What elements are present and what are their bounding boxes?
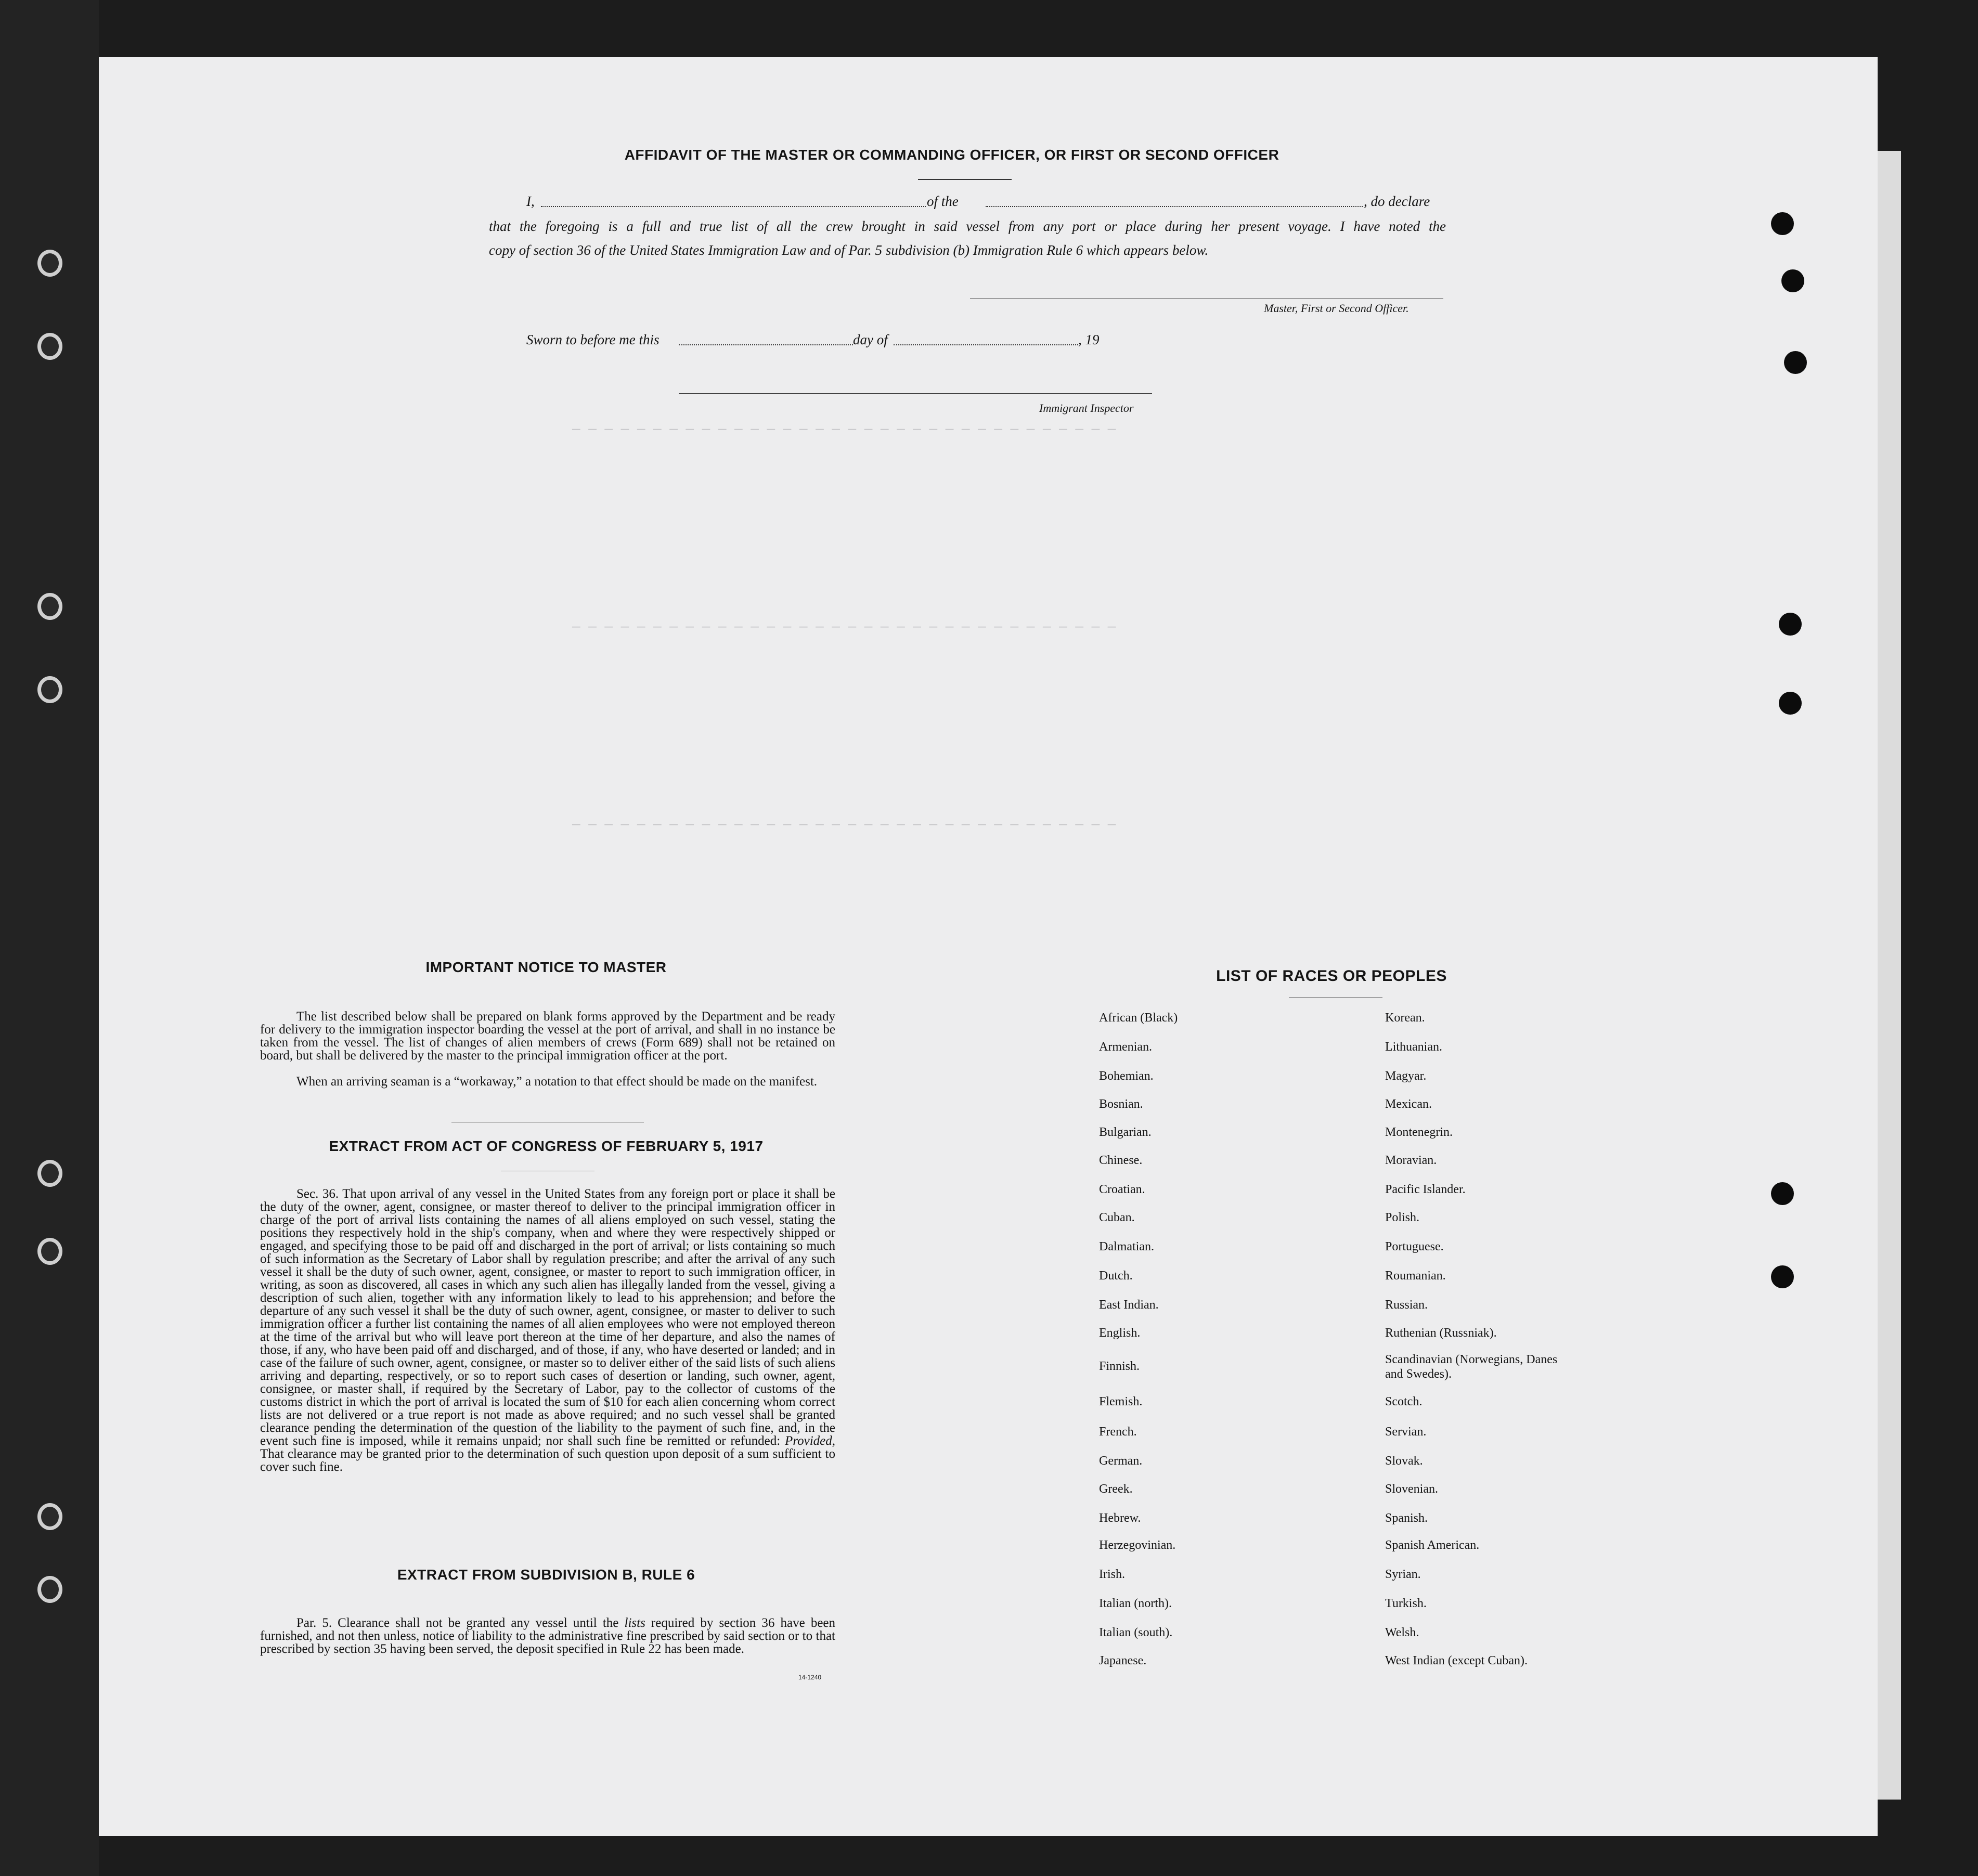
race-item: Russian. — [1385, 1298, 1428, 1312]
race-item: Lithuanian. — [1385, 1040, 1442, 1054]
punch-hole-icon — [1781, 269, 1804, 292]
ring-hole-icon — [37, 1160, 62, 1187]
title-underline — [918, 179, 1012, 180]
race-item: Armenian. — [1099, 1040, 1152, 1054]
race-item: Moravian. — [1385, 1154, 1437, 1167]
race-item: Finnish. — [1099, 1360, 1140, 1373]
affidavit-declare: , do declare — [1364, 193, 1430, 209]
ring-hole-icon — [37, 250, 62, 277]
race-item: East Indian. — [1099, 1298, 1159, 1312]
section-label: Sec. 36. — [296, 1187, 339, 1201]
punch-hole-icon — [1779, 692, 1802, 715]
notice-title: IMPORTANT NOTICE TO MASTER — [425, 959, 667, 975]
race-item: English. — [1099, 1326, 1141, 1340]
races-title: LIST OF RACES OR PEOPLES — [1216, 967, 1447, 985]
affidavit-i: I, — [526, 193, 535, 209]
rule-extract-title: EXTRACT FROM SUBDIVISION B, RULE 6 — [397, 1567, 695, 1583]
proviso-text: That clearance may be granted prior to the determination of such question upon deposit of a sum sufficient to cover such fine. — [260, 1447, 835, 1474]
section-36-text — [260, 1187, 835, 1473]
race-item: Welsh. — [1385, 1626, 1419, 1639]
race-item: Syrian. — [1385, 1568, 1421, 1581]
race-item: Flemish. — [1099, 1395, 1143, 1408]
race-item: Korean. — [1385, 1011, 1425, 1025]
race-item: Bohemian. — [1099, 1069, 1154, 1083]
sworn-day-blank[interactable] — [679, 344, 853, 345]
race-item: Magyar. — [1385, 1069, 1427, 1083]
race-item: Montenegrin. — [1385, 1125, 1453, 1139]
notice-paragraph-2: When an arriving seaman is a “workaway,” a notation to that effect should be made on the manifest. — [296, 1075, 818, 1089]
month-blank[interactable] — [894, 344, 1078, 345]
ring-hole-icon — [37, 1576, 62, 1603]
race-item: Spanish. — [1385, 1511, 1428, 1525]
race-item: Chinese. — [1099, 1154, 1143, 1167]
race-item: Irish. — [1099, 1568, 1125, 1581]
race-item: Turkish. — [1385, 1597, 1427, 1610]
race-item: Scandinavian (Norwegians, Danes and Swedes). — [1385, 1353, 1558, 1381]
punch-hole-icon — [1771, 212, 1794, 235]
race-item: Portuguese. — [1385, 1240, 1444, 1253]
affidavit-title: AFFIDAVIT OF THE MASTER OR COMMANDING OFFICER, OR FIRST OR SECOND OFFICER — [624, 147, 1279, 163]
proviso-label: Provided, — [785, 1434, 836, 1448]
ring-hole-icon — [37, 676, 62, 703]
race-item: Dalmatian. — [1099, 1240, 1154, 1253]
form-number: 14-1240 — [798, 1674, 822, 1681]
inspector-label: Immigrant Inspector — [1039, 402, 1134, 415]
day-of-text: day of — [853, 332, 888, 347]
race-item: Polish. — [1385, 1211, 1420, 1224]
race-item: French. — [1099, 1425, 1137, 1439]
race-item: Hebrew. — [1099, 1511, 1141, 1525]
affidavit-line-3: copy of section 36 of the United States Immigration Law and of Par. 5 subdivision (b) Immigration Rule 6 which appears below. — [489, 242, 1209, 258]
race-item: Spanish American. — [1385, 1538, 1480, 1552]
race-item: Bulgarian. — [1099, 1125, 1152, 1139]
race-item: Roumanian. — [1385, 1269, 1446, 1283]
year-text: , 19 — [1078, 332, 1100, 347]
race-item: Servian. — [1385, 1425, 1427, 1439]
race-item: African (Black) — [1099, 1011, 1178, 1025]
race-item: Ruthenian (Russniak). — [1385, 1326, 1497, 1340]
section-36-body: That upon arrival of any vessel in the United States from any foreign port or place it shall be the duty of the owner, agent, consignee, or master thereof to deliver to the principal immigration officer in charge of the port of arrival lists containing the names of all aliens employed on such vessel, stating the positions they respectively hold in the ship's company, when and where they were respectively shipped or engaged, and specifying those to be paid off and discharged in the port of arrival; or lists containing so much of such information as the Secretary of Labor shall by regulation prescribe; and after the arrival of any such vessel it shall be the duty of such owner, agent, consignee, or master to report to such immigration officer, in writing, as soon as discovered, all cases in which any such alien has illegally landed from the vessel, giving a description of such alien, together with any information likely to lead to his apprehension; and before the departure of any such vessel it shall be the duty of such owner, agent, consignee, or master to deliver to such immigration officer a further list containing the names of all alien employees who were not employed thereon at the time of the arrival but who will leave port thereon at the time of her departure, and also the names of those, if any, who have been paid off and discharged, and of those, if any, who have deserted or landed; and in case of the failure of such owner, agent, consignee, or master so to deliver either of the said lists of such aliens arriving and departing, respectively, or so to report such cases of desertion or landing, such owner, agent, consignee, or master shall, if required by the Secretary of Labor, pay to the collector of customs of the customs district in which the port of arrival is located the sum of $10 for each alien concerning whom correct lists are not delivered or a true report is not made as above required; and no such vessel shall be granted clearance pending the determination of the question of the liability to the payment of such fine, and, in the event such fine is imposed, while it remains unpaid; nor shall such fine be remitted or refunded: — [260, 1187, 835, 1448]
bleed-through-mark: — — — — — — — — — — — — — — — — — — — — — — — — — — — — — — — — — — — [572, 619, 1116, 635]
vessel-blank[interactable] — [986, 206, 1363, 207]
officer-label: Master, First or Second Officer. — [1264, 302, 1409, 315]
race-item: Japanese. — [1099, 1654, 1147, 1667]
race-item: Croatian. — [1099, 1183, 1145, 1196]
name-blank[interactable] — [541, 206, 926, 207]
rule-6-body-b: required by section 36 have been furnished, and not then unless, notice of liability to the administrative fine prescribed by said section or to that prescribed by section 35 having been served, the deposit specified in Rule 22 has been made. — [260, 1616, 836, 1656]
ring-hole-icon — [37, 1503, 62, 1530]
sworn-text: Sworn to before me this — [526, 332, 660, 347]
affidavit-line-2: that the foregoing is a full and true list of all the crew brought in said vessel from any port or place during her present voyage. I have noted the — [489, 218, 1446, 234]
rule-6-body-a: Par. 5. Clearance shall not be granted any vessel until the — [296, 1616, 619, 1630]
inspector-signature-line[interactable] — [679, 393, 1152, 394]
act-extract-title: EXTRACT FROM ACT OF CONGRESS OF FEBRUARY 5, 1917 — [329, 1138, 764, 1154]
punch-hole-icon — [1771, 1265, 1794, 1288]
lists-word: lists — [624, 1616, 645, 1630]
race-item: German. — [1099, 1454, 1143, 1468]
punch-hole-icon — [1771, 1182, 1794, 1205]
race-item: Italian (south). — [1099, 1626, 1173, 1639]
race-item: Pacific Islander. — [1385, 1183, 1466, 1196]
rule-6-text — [260, 1616, 835, 1655]
race-item: Greek. — [1099, 1482, 1133, 1496]
race-item: Slovak. — [1385, 1454, 1423, 1468]
race-item: Bosnian. — [1099, 1097, 1143, 1111]
bleed-through-mark: — — — — — — — — — — — — — — — — — — — — — — — — — — — — — — — — — — — [572, 421, 1116, 437]
race-item: Italian (north). — [1099, 1597, 1172, 1610]
notice-paragraph-1: The list described below shall be prepared on blank forms approved by the Department and be ready for delivery to the immigration inspector boarding the vessel at the port of arrival, and shall in no instance be taken from the vessel. The list of changes of alien members of crews (Form 689) shall not be retained on board, but shall be delivered by the master to the principal immigration officer at the port. — [260, 1010, 835, 1063]
race-item: Dutch. — [1099, 1269, 1133, 1283]
ring-hole-icon — [37, 333, 62, 360]
bleed-through-mark: — — — — — — — — — — — — — — — — — — — — — — — — — — — — — — — — — — — [572, 817, 1116, 832]
race-item: Cuban. — [1099, 1211, 1135, 1224]
ring-hole-icon — [37, 593, 62, 620]
race-item: Herzegovinian. — [1099, 1538, 1176, 1552]
race-item: Mexican. — [1385, 1097, 1432, 1111]
affidavit-of-the: of the — [927, 193, 959, 209]
punch-hole-icon — [1779, 613, 1802, 636]
race-item: West Indian (except Cuban). — [1385, 1654, 1528, 1667]
race-item: Scotch. — [1385, 1395, 1423, 1408]
race-item: Slovenian. — [1385, 1482, 1438, 1496]
punch-hole-icon — [1784, 351, 1807, 374]
ring-hole-icon — [37, 1238, 62, 1265]
